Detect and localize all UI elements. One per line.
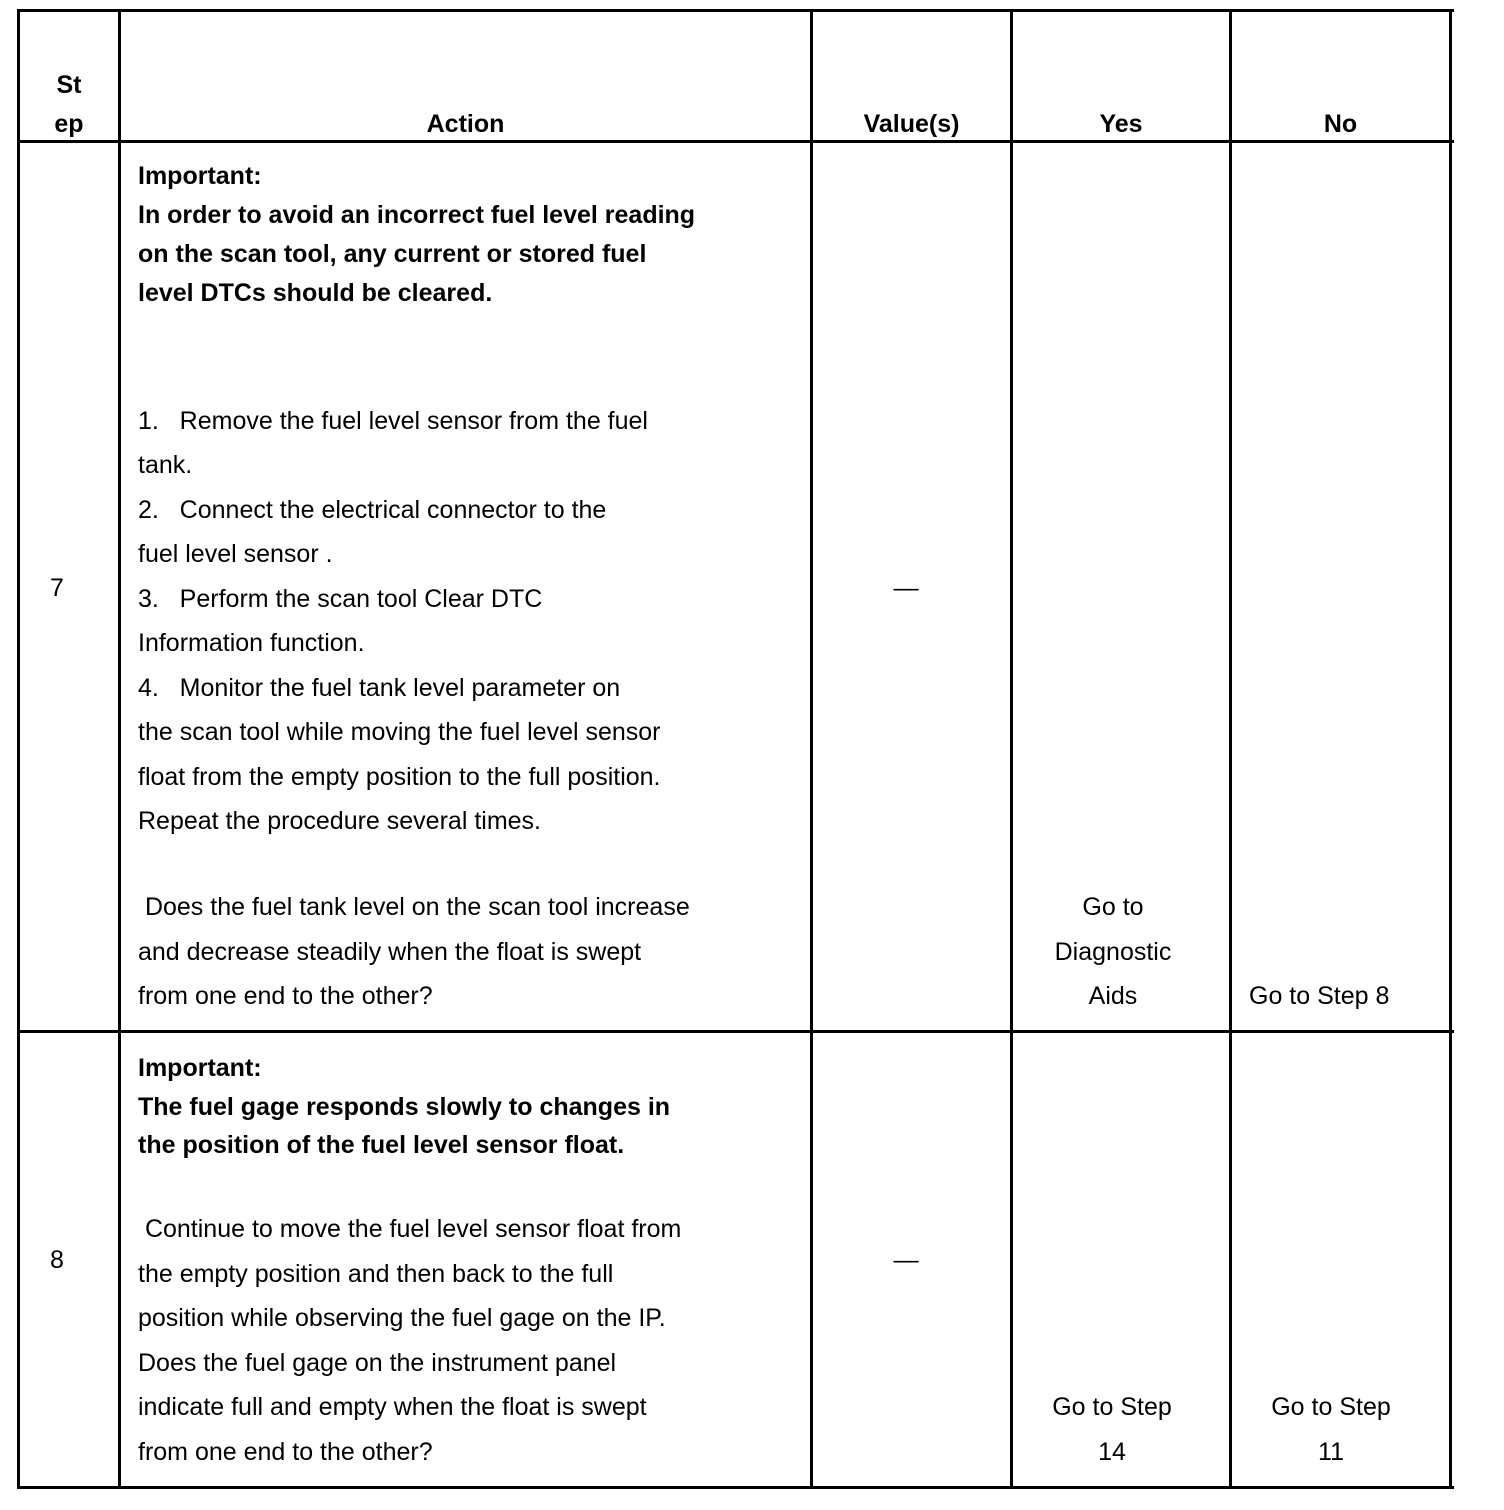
important-text-line: on the scan tool, any current or stored fuel — [138, 240, 647, 268]
action-line: indicate full and empty when the float is swept — [138, 1393, 647, 1421]
action-line: Repeat the procedure several times. — [138, 807, 541, 835]
question-line: and decrease steadily when the float is swept — [138, 938, 642, 966]
action-line: Does the fuel gage on the instrument panel — [138, 1349, 617, 1377]
header-values: Value(s) — [863, 110, 960, 138]
column-divider-step — [118, 9, 121, 1489]
action-line: Continue to move the fuel level sensor float from — [138, 1215, 682, 1243]
yes-link-line[interactable]: Go to — [1082, 893, 1144, 921]
action-line: 3. Perform the scan tool Clear DTC — [138, 585, 543, 613]
header-no: No — [1323, 110, 1358, 138]
action-line: float from the empty position to the full position. — [138, 763, 661, 791]
table-left-border — [17, 9, 20, 1489]
row-divider — [17, 1030, 1454, 1033]
column-divider-yes — [1229, 9, 1232, 1489]
important-label: Important: — [138, 162, 262, 190]
question-line: from one end to the other? — [138, 982, 433, 1010]
table-bottom-border — [17, 1486, 1454, 1489]
action-line: position while observing the fuel gage on the IP. — [138, 1304, 666, 1332]
no-link-line[interactable]: 11 — [1318, 1438, 1344, 1466]
value-cell: — — [893, 1246, 919, 1274]
header-yes: Yes — [1099, 110, 1143, 138]
action-line: 4. Monitor the fuel tank level parameter on — [138, 674, 621, 702]
yes-link-line[interactable]: Go to Step — [1052, 1393, 1172, 1421]
question-line: Does the fuel tank level on the scan tool increase — [138, 893, 690, 921]
action-line: 2. Connect the electrical connector to the — [138, 496, 607, 524]
yes-link-line[interactable]: 14 — [1098, 1438, 1126, 1466]
yes-link-line[interactable]: Aids — [1088, 982, 1138, 1010]
header-step-line1: St — [56, 71, 82, 99]
step-number: 7 — [50, 574, 64, 602]
value-cell: — — [893, 574, 919, 602]
action-line: tank. — [138, 451, 193, 479]
important-text-line: the position of the fuel level sensor float. — [138, 1131, 625, 1159]
no-link-line[interactable]: Go to Step — [1271, 1393, 1391, 1421]
table-right-border — [1449, 9, 1452, 1489]
action-line: from one end to the other? — [138, 1438, 433, 1466]
important-text-line: The fuel gage responds slowly to changes in — [138, 1093, 671, 1121]
table-top-border — [17, 9, 1454, 12]
no-link-line[interactable]: Go to Step 8 — [1249, 982, 1390, 1010]
column-divider-values — [1010, 9, 1013, 1489]
header-action: Action — [426, 110, 505, 138]
action-line: Information function. — [138, 629, 365, 657]
action-line: 1. Remove the fuel level sensor from the fuel — [138, 407, 648, 435]
action-line: fuel level sensor . — [138, 540, 333, 568]
action-line: the scan tool while moving the fuel level sensor — [138, 718, 661, 746]
header-step-line2: ep — [54, 110, 84, 138]
action-line: the empty position and then back to the full — [138, 1260, 614, 1288]
important-text-line: In order to avoid an incorrect fuel level reading — [138, 201, 696, 229]
important-text-line: level DTCs should be cleared. — [138, 279, 493, 307]
important-label: Important: — [138, 1054, 262, 1082]
step-number: 8 — [50, 1246, 64, 1274]
yes-link-line[interactable]: Diagnostic — [1054, 938, 1172, 966]
